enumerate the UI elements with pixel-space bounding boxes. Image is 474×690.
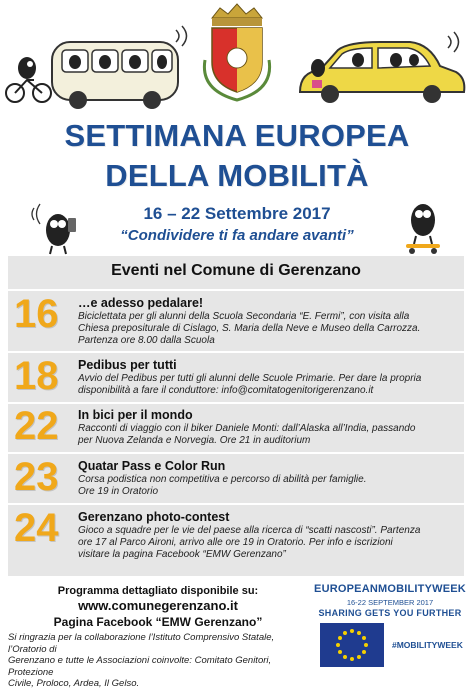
- event-description: [78, 373, 458, 397]
- acknowledgements: [8, 632, 308, 690]
- emw-title: EUROPEANMOBILITYWEEK: [314, 583, 466, 595]
- event-description-line: Chiesa prepositurale di Cislago, S. Maria della Neve e Museo della Carrozza.: [78, 323, 421, 334]
- event-day: 24: [14, 506, 59, 550]
- title-line-1: SETTIMANA EUROPEA: [64, 118, 410, 153]
- event-description-line: Gioco a squadre per le vie del paese alla ricerca di “scatti nascosti”. Partenza: [78, 525, 421, 536]
- event-description-line: Corsa podistica non competitiva e percorso di abilità per famiglie.: [78, 474, 367, 485]
- event-description-line: disponibilità a fare il conduttore: info@comitatogenitorigerenzano.it: [78, 385, 374, 396]
- event-description-line: Partenza ore 8.00 dalla Scuola: [78, 335, 215, 346]
- event-description-line: visitare la pagina Facebook “EMW Gerenzano”: [78, 549, 286, 560]
- event-title: Quatar Pass e Color Run: [78, 459, 226, 473]
- event-description-line: per Nuova Zelanda e Norvegia. Ore 21 in auditorium: [78, 435, 311, 446]
- event-description-line: Biciclettata per gli alunni della Scuola Secondaria “E. Fermi”, con visita alla: [78, 311, 410, 322]
- slogan: “Condividere ti fa andare avanti”: [120, 227, 354, 244]
- event-title: Pedibus per tutti: [78, 358, 177, 372]
- acknowledgements-line: Civile, Proloco, Ardea, Il Gelso.: [8, 678, 140, 689]
- event-description-line: ore 17 al Parco Aironi, arrivo alle ore 19 in Oratorio. Per info e iscrizioni: [78, 537, 393, 548]
- title-line-2: DELLA MOBILITÀ: [105, 158, 369, 193]
- event-title: …e adesso pedalare!: [78, 296, 204, 310]
- emw-logo-block: [312, 583, 468, 673]
- phone-character-icon: [30, 198, 82, 256]
- skateboard-character-icon: [400, 196, 446, 256]
- event-day: 16: [14, 292, 59, 336]
- event-title: Gerenzano photo-contest: [78, 510, 230, 524]
- program-label: Programma dettagliato disponibile su:: [57, 585, 259, 597]
- divider: [8, 402, 464, 404]
- event-description: [78, 525, 458, 561]
- event-title: In bici per il mondo: [78, 408, 193, 422]
- events-heading: Eventi nel Comune di Gerenzano: [111, 262, 361, 279]
- event-description: [78, 311, 458, 347]
- eu-flag-icon: [320, 623, 384, 667]
- acknowledgements-line: Gerenzano e tutte le Associazioni coinvolte: Comitato Genitori, Protezione: [8, 655, 272, 678]
- emw-tagline: SHARING GETS YOU FURTHER: [318, 608, 462, 618]
- website-link[interactable]: www.comunegerenzano.it: [78, 598, 238, 613]
- event-day: 22: [14, 404, 59, 448]
- event-day: 18: [14, 354, 59, 398]
- emw-dates: 16-22 SEPTEMBER 2017: [346, 598, 434, 607]
- hashtag: #MOBILITYWEEK: [392, 640, 463, 650]
- event-dates: 16 – 22 Settembre 2017: [143, 204, 331, 223]
- cyclist-icon: [6, 57, 51, 102]
- event-description: [78, 423, 458, 447]
- event-description-line: Avvio del Pedibus per tutti gli alunni delle Scuole Primarie. Per dare la propria: [78, 373, 422, 384]
- coat-of-arms-icon: [204, 4, 269, 100]
- bus-icon: [52, 26, 187, 109]
- event-description-line: Racconti di viaggio con il biker Daniele Monti: dall’Alaska all’India, passando: [78, 423, 416, 434]
- divider: [8, 452, 464, 454]
- divider: [8, 289, 464, 291]
- header-illustration: [0, 0, 474, 118]
- facebook-page: Pagina Facebook “EMW Gerenzano”: [53, 615, 263, 629]
- acknowledgements-line: Si ringrazia per la collaborazione l’Istituto Comprensivo Statale, l’Oratorio di: [8, 632, 275, 655]
- car-icon: [300, 32, 464, 103]
- event-description-line: Ore 19 in Oratorio: [78, 486, 159, 497]
- events-box: [8, 256, 464, 576]
- divider: [8, 351, 464, 353]
- divider: [8, 503, 464, 505]
- event-day: 23: [14, 455, 59, 499]
- event-description: [78, 474, 458, 498]
